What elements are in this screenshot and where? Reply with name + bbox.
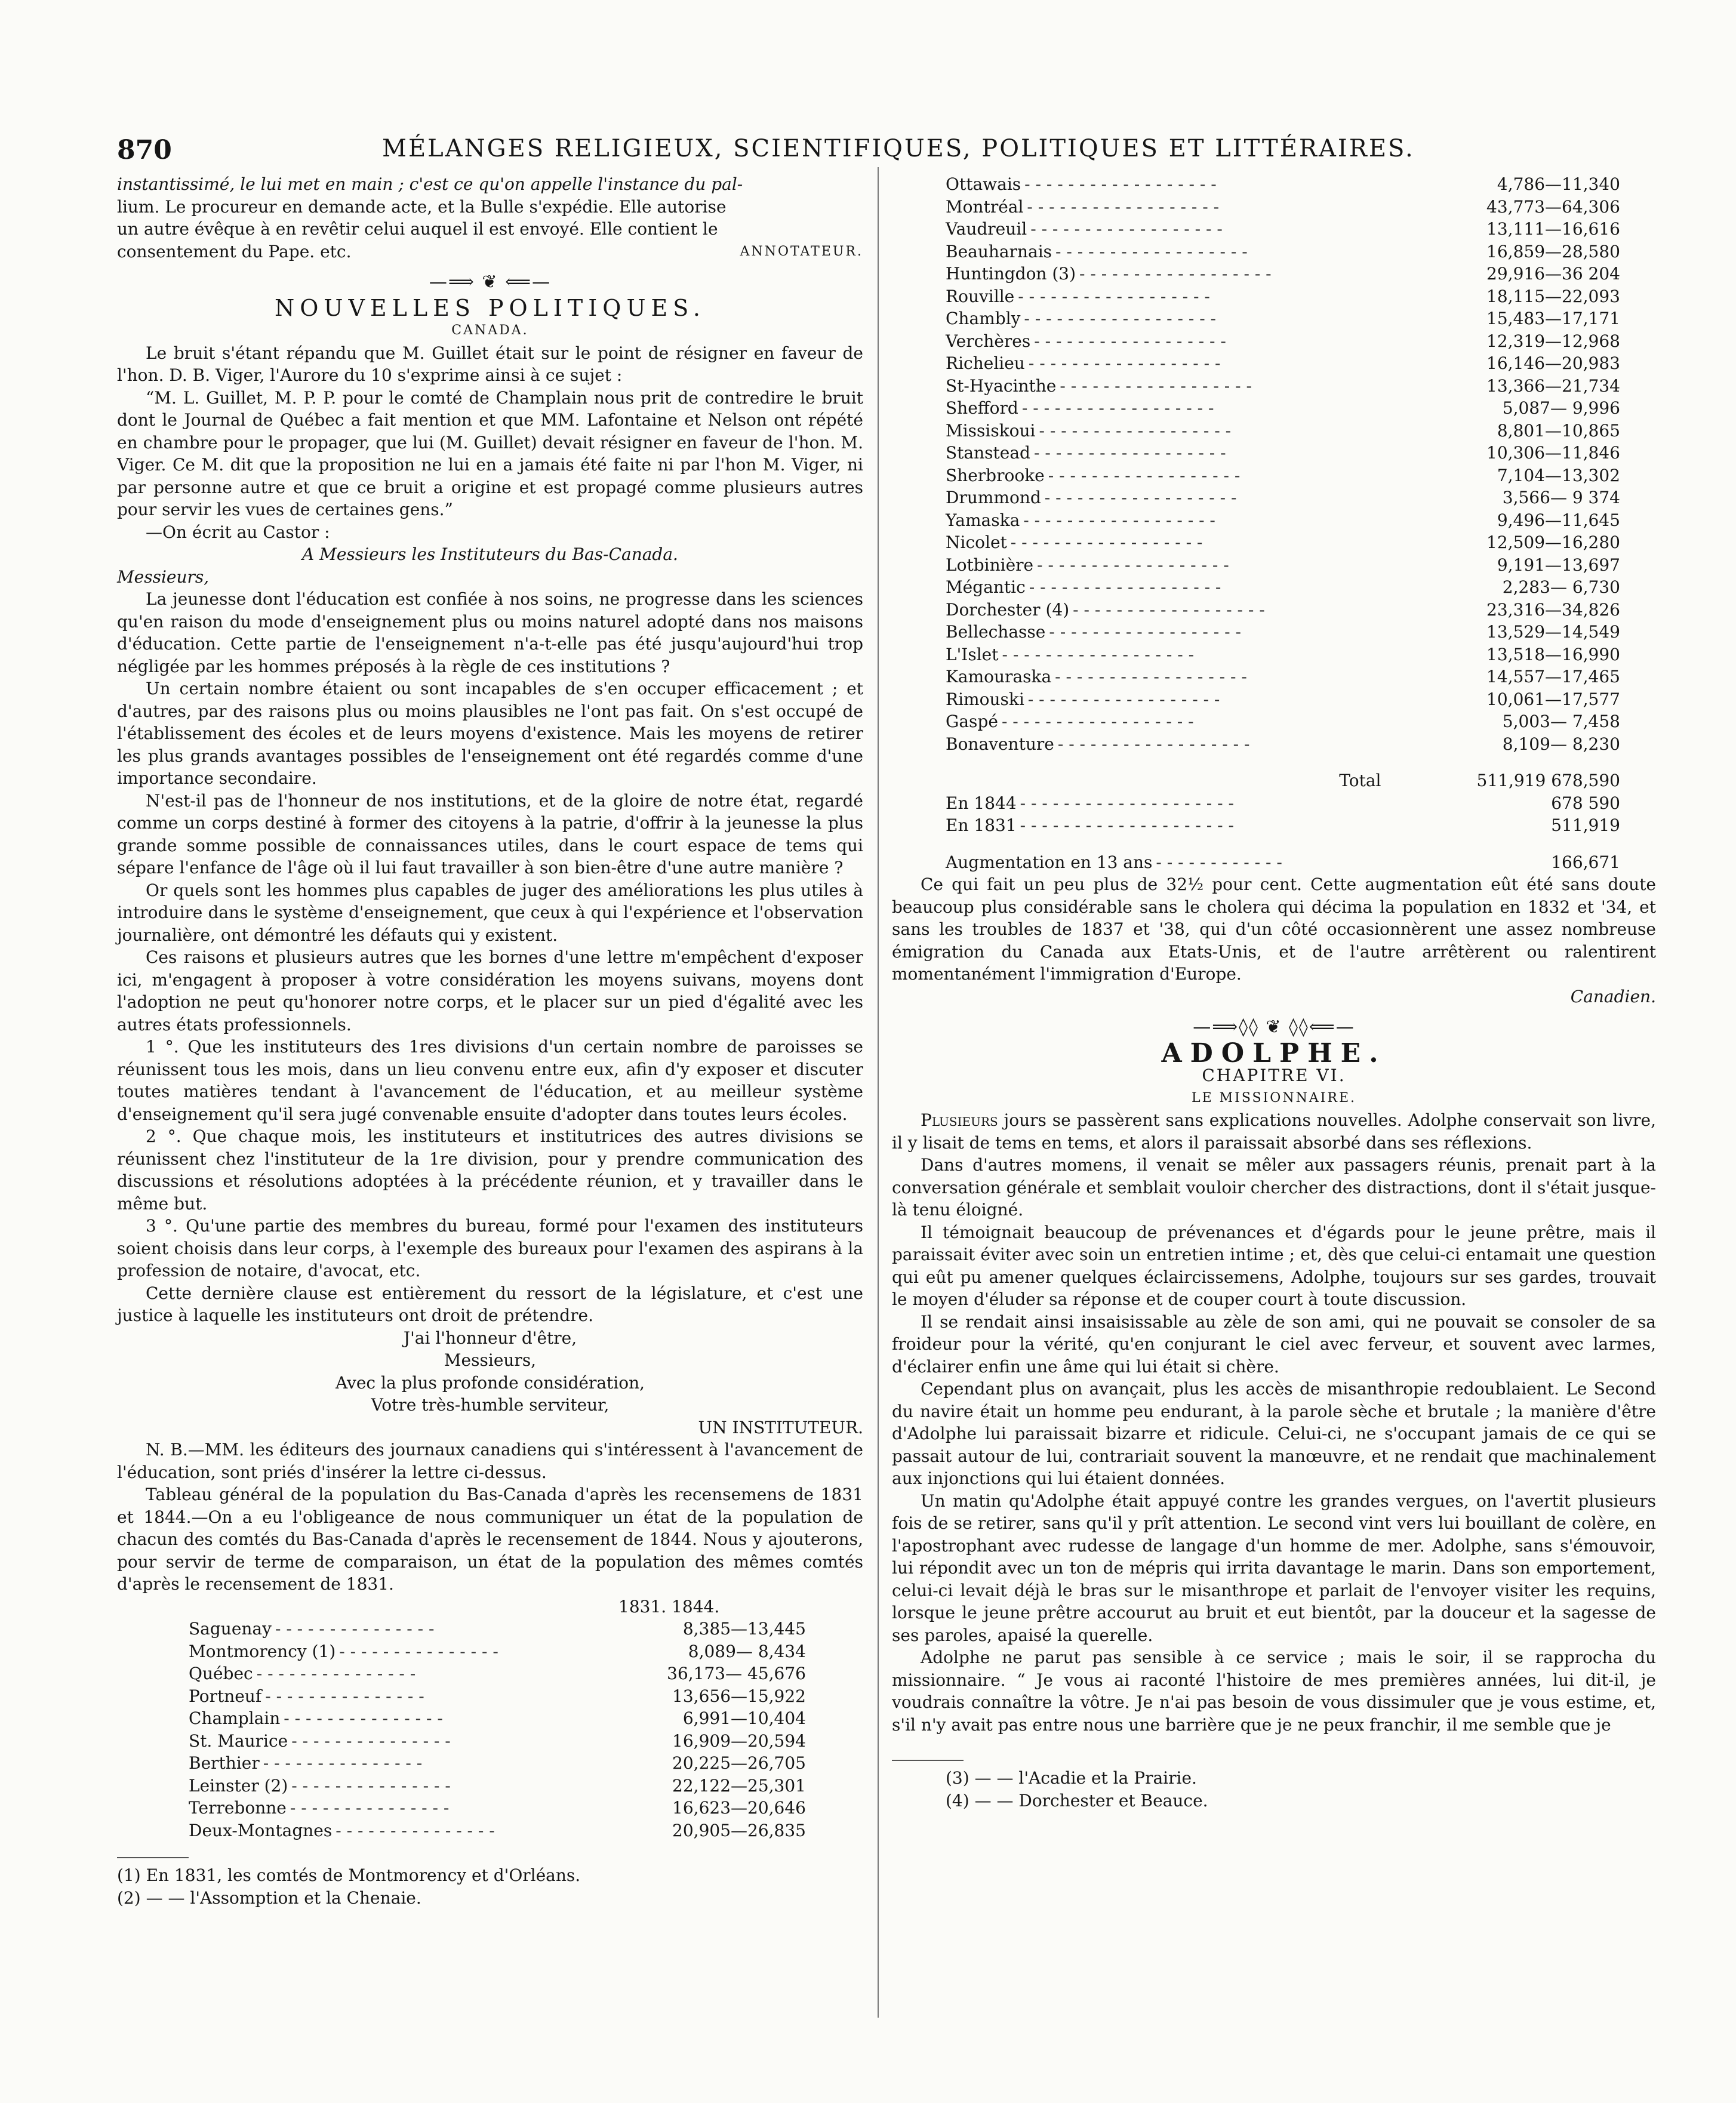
table-row: Rimouski - - - - - - - - - - - - - - - - - - 10,061—17,577	[946, 689, 1620, 709]
closing-line: Votre très-humble serviteur,	[371, 1395, 610, 1415]
table-row: Rouville - - - - - - - - - - - - - - - - - - 18,115—22,093	[946, 286, 1620, 306]
table-row: Bellechasse - - - - - - - - - - - - - - - - - - 13,529—14,549	[946, 622, 1620, 642]
table-row: Deux-Montagnes - - - - - - - - - - - - - - - 20,905—26,835	[189, 1820, 806, 1840]
population-table-left	[189, 1618, 806, 1842]
intro-last-row	[117, 241, 863, 263]
table-row: St. Maurice - - - - - - - - - - - - - - - 16,909—20,594	[189, 1731, 806, 1751]
letter-paragraph: La jeunesse dont l'éducation est confiée à nos soins, ne progresse dans les sciences qu'en raison du mode d'enseignement plus ou moins naturel adopté dans nos maisons d'éducation. Cette partie de l'enseignement n'a-t-elle pas été jusqu'aujourd'hui trop négligée par les hommes préposés à la règle de ces institutions ?	[117, 589, 863, 676]
footnote: (3) — — l'Acadie et la Prairie.	[946, 1768, 1197, 1788]
footnote-rule	[117, 1857, 189, 1858]
section-ornament: —⟹ ❦ ⟸—	[429, 272, 552, 292]
story-paragraph	[892, 1109, 1656, 1154]
table-row: Nicolet - - - - - - - - - - - - - - - - - - 12,509—16,280	[946, 532, 1620, 552]
column-divider	[878, 167, 879, 2018]
table-row: St-Hyacinthe - - - - - - - - - - - - - - - - - - 13,366—21,734	[946, 375, 1620, 396]
population-table-right	[946, 173, 1620, 873]
intro-line: consentement du Pape. etc.	[117, 241, 352, 261]
population-paragraph: Ce qui fait un peu plus de 32½ pour cent. Cette augmentation eût été sans doute beaucoup plus considérable sans le cholera qui décima la population en 1832 et '34, et sans les troubles de 1837 et '38, qui d'un côté occasionnèrent une assez nombreuse émigration du Canada aux Etats-Unis, et de l'autre arrêtèrent ou ralentirent momentanément l'immigration d'Europe.	[892, 875, 1656, 984]
nb-paragraph: N. B.—MM. les éditeurs des journaux canadiens qui s'intéressent à l'avancement de l'éducation, sont priés d'insérer la lettre ci-dessus.	[117, 1440, 863, 1482]
running-title: MÉLANGES RELIGIEUX, SCIENTIFIQUES, POLITIQUES ET LITTÉRAIRES.	[382, 135, 1415, 162]
letter-signature: UN INSTITUTEUR.	[698, 1417, 863, 1437]
letter-paragraph: Cette dernière clause est entièrement du ressort de la législature, et c'est une justice à laquelle les instituteurs ont droit de prétendre.	[117, 1283, 863, 1325]
table-row: Missiskoui - - - - - - - - - - - - - - - - - - 8,801—10,865	[946, 420, 1620, 441]
augmentation-row: Augmentation en 13 ans - - - - - - - - - - - - 166,671	[946, 852, 1620, 872]
population-signature: Canadien.	[1570, 986, 1656, 1006]
table-row: Berthier - - - - - - - - - - - - - - - 20,225—26,705	[189, 1753, 806, 1773]
table-row: Drummond - - - - - - - - - - - - - - - - - - 3,566— 9 374	[946, 488, 1620, 507]
table-row: Montréal - - - - - - - - - - - - - - - - - - 43,773—64,306	[946, 196, 1620, 217]
story-paragraph: Il se rendait ainsi insaisissable au zèle de son ami, qui ne pouvait se consoler de sa froideur pour la vérité, qu'en conjurant le ciel avec ferveur, et souvent avec larmes, d'éclairer enfin une âme qui lui était si chère.	[892, 1311, 1656, 1377]
table-row: Verchères - - - - - - - - - - - - - - - - - - 12,319—12,968	[946, 331, 1620, 351]
table-row: Saguenay - - - - - - - - - - - - - - - 8,385—13,445	[189, 1619, 806, 1639]
letter-salutation: Messieurs,	[117, 566, 210, 587]
table-row: Vaudreuil - - - - - - - - - - - - - - - - - - 13,111—16,616	[946, 219, 1620, 239]
story-first-text: jours se passèrent sans explications nouvelles. Adolphe conservait son livre, il y lisait de tems en tems, et alors il paraissait absorbé dans ses réflexions.	[892, 1110, 1656, 1153]
right-column	[892, 173, 1656, 1812]
footnote: (2) — — l'Assomption et la Chenaie.	[117, 1888, 421, 1908]
table-row: Bonaventure - - - - - - - - - - - - - - - - - - 8,109— 8,230	[946, 734, 1620, 754]
news-paragraph: Le bruit s'étant répandu que M. Guillet était sur le point de résigner en faveur de l'hon. D. B. Viger, l'Aurore du 10 s'exprime ainsi à ce sujet :	[117, 343, 863, 385]
letter-paragraph: 1 °. Que les instituteurs des 1res divisions d'un certain nombre de paroisses se réunissent tous les mois, dans un lieu convenu entre eux, afin d'y exposer et discuter toutes matières tendant à l'avancement de l'éducation, et au meilleur système d'enseignement qu'il sera jugé convenable ensuite d'adopter dans toutes leurs écoles.	[117, 1037, 863, 1124]
intro-line: un autre évêque à en revêtir celui auquel il est envoyé. Elle contient le	[117, 219, 718, 239]
closing-line: Avec la plus profonde considération,	[335, 1372, 645, 1393]
table-row: Gaspé - - - - - - - - - - - - - - - - - - 5,003— 7,458	[946, 712, 1620, 731]
table-row: Kamouraska - - - - - - - - - - - - - - - - - - 14,557—17,465	[946, 667, 1620, 686]
table-row: Shefford - - - - - - - - - - - - - - - - - - 5,087— 9,996	[946, 398, 1620, 418]
table-row: Portneuf - - - - - - - - - - - - - - - 13,656—15,922	[189, 1686, 806, 1706]
story-paragraph: Il témoignait beaucoup de prévenances et d'égards pour le jeune prêtre, mais il paraissait éviter avec soin un entretien intime ; et, dès que celui-ci entamait une question qui eût pu amener quelques éclaircissemens, Adolphe, toujours sur ses gardes, trouvait le moyen d'éluder sa réponse et de couper court à toute discussion.	[892, 1222, 1656, 1309]
intro-line: instantissimé, le lui met en main ; c'est ce qu'on appelle l'instance du pal-	[117, 174, 743, 194]
total-label: Total	[1339, 771, 1381, 790]
story-paragraph: Cependant plus on avançait, plus les accès de misanthropie redoublaient. Le Second du navire était un homme peu endurant, à la parole sèche et brutale ; la manière d'être d'Adolphe lui paraissait bizarre et ridicule. Celui-ci, ne s'occupant jamais de ce qui se passait autour de lui, contrariait souvent la manœuvre, et ne rendait que machinalement aux injonctions qui lui étaient données.	[892, 1379, 1656, 1488]
table-row: Chambly - - - - - - - - - - - - - - - - - - 15,483—17,171	[946, 309, 1620, 328]
letter-paragraph: Un certain nombre étaient ou sont incapables de s'en occuper efficacement ; et d'autres, par des raisons plus ou moins plausibles ne l'ont pas fait. On s'est occupé de l'établissement des écoles et de leurs moyens d'existence. Mais les moyens de retirer les plus grands avantages possibles de l'enseignement ont été regardés comme d'une importance secondaire.	[117, 679, 863, 788]
table-row: Beauharnais - - - - - - - - - - - - - - - - - - 16,859—28,580	[946, 241, 1620, 261]
table-row: Champlain - - - - - - - - - - - - - - - 6,991—10,404	[189, 1708, 806, 1728]
table-row: Mégantic - - - - - - - - - - - - - - - - - - 2,283— 6,730	[946, 577, 1620, 597]
table-row: L'Islet - - - - - - - - - - - - - - - - - - 13,518—16,990	[946, 644, 1620, 664]
table-row: Leinster (2) - - - - - - - - - - - - - - - 22,122—25,301	[189, 1775, 806, 1796]
table-row: Sherbrooke - - - - - - - - - - - - - - - - - - 7,104—13,302	[946, 465, 1620, 485]
news-paragraph: “M. L. Guillet, M. P. P. pour le comté de Champlain nous prit de contredire le bruit dont le Journal de Québec a fait mention et que MM. Lafontaine et Nelson ont répété en chambre pour le propager, que lui (M. Guillet) devait résigner en faveur de l'hon. M. Viger. Ce M. dit que la proposition ne lui en a jamais été faite ni par l'hon M. Viger, ni par personne autre et que ce bruit a origine et est propagé comme plusieurs autres pour servir les vues de certaines gens.”	[117, 387, 863, 519]
summary-row: En 1831 - - - - - - - - - - - - - - - - - - - - 511,919	[946, 815, 1620, 835]
table-years-header: 1831. 1844.	[618, 1596, 720, 1616]
intro-signature: ANNOTATEUR.	[740, 244, 863, 259]
intro-line: lium. Le procureur en demande acte, et la Bulle s'expédie. Elle autorise	[117, 196, 727, 217]
section-subtitle: CANADA.	[451, 323, 529, 338]
table-row: Ottawais - - - - - - - - - - - - - - - - - - 4,786—11,340	[946, 174, 1620, 194]
table-row: Montmorency (1) - - - - - - - - - - - - - - - 8,089— 8,434	[189, 1641, 806, 1661]
section-title: NOUVELLES POLITIQUES.	[275, 294, 706, 321]
table-row: Lotbinière - - - - - - - - - - - - - - - - - - 9,191—13,697	[946, 555, 1620, 575]
letter-closing	[117, 1327, 863, 1417]
left-column	[117, 173, 863, 1910]
summary-row: En 1844 - - - - - - - - - - - - - - - - - - - - 678 590	[946, 793, 1620, 813]
footnote-rule	[892, 1760, 964, 1761]
story-paragraph: Un matin qu'Adolphe était appuyé contre les grandes vergues, on l'avertit plusieurs fois de se retirer, sans qu'il y prît attention. Le second vint vers lui bouillant de colère, en l'apostrophant avec rudesse de langage d'un homme de mer. Adolphe, sans s'émouvoir, lui répondit avec un ton de mépris qui irrita davantage le marin. Dans son emportement, celui-ci levait déjà le bras sur le misanthrope et parlait de l'envoyer visiter les requins, lorsque le jeune prêtre accourut au bruit et eut bientôt, par la douceur et la sagesse de ses paroles, apaisé la querelle.	[892, 1491, 1656, 1645]
story-paragraph: Adolphe ne parut pas sensible à ce service ; mais le soir, il se rapprocha du missionnaire. “ Je vous ai raconté l'histoire de mes premières années, lui dit-il, je voudrais connaître la vôtre. Je n'ai pas besoin de vous dissimuler que je vous estime, et, s'il n'y avait pas entre nous une barrière que je ne peux franchir, il me semble que je	[892, 1648, 1656, 1735]
story-chapter: CHAPITRE VI.	[1202, 1066, 1346, 1085]
letter-paragraph: 3 °. Qu'une partie des membres du bureau, formé pour l'examen des instituteurs soient choisis dans leur corps, à l'exemple des bureaux pour l'examen des aspirans à la profession de notaire, d'avocat, etc.	[117, 1216, 863, 1280]
letter-paragraph: 2 °. Que chaque mois, les instituteurs et institutrices des autres divisions se réunissent chez l'instituteur de la 1re division, pour y prendre communication des discussions et résolutions adoptées à la précédente réunion, et y travailler dans le même but.	[117, 1126, 863, 1214]
table-row: Dorchester (4) - - - - - - - - - - - - - - - - - - 23,316—34,826	[946, 599, 1620, 620]
footnote: (1) En 1831, les comtés de Montmorency et d'Orléans.	[117, 1865, 581, 1885]
footnote: (4) — — Dorchester et Beauce.	[946, 1791, 1208, 1811]
story-first-word: Plusieurs	[921, 1110, 998, 1130]
story-paragraph: Dans d'autres momens, il venait se mêler aux passagers réunis, prenait part à la conversation générale et semblait vouloir chercher des distractions, dont il s'était jusque-là tenu éloigné.	[892, 1155, 1656, 1220]
letter-paragraph: Ces raisons et plusieurs autres que les bornes d'une lettre m'empêchent d'exposer ici, m'engagent à proposer à votre considération les moyens suivans, moyens dont l'adoption ne peut qu'honorer notre corps, et le placer sur un pied d'égalité avec les autres états professionnels.	[117, 947, 863, 1034]
closing-line: Messieurs,	[444, 1350, 537, 1370]
table-row: Yamaska - - - - - - - - - - - - - - - - - - 9,496—11,645	[946, 510, 1620, 530]
intro-block	[117, 173, 863, 263]
table-row: Terrebonne - - - - - - - - - - - - - - - 16,623—20,646	[189, 1798, 806, 1818]
closing-line: J'ai l'honneur d'être,	[403, 1328, 577, 1348]
story-ornament: —⟹◊◊ ❦ ◊◊⟸—	[1193, 1017, 1355, 1037]
page-number: 870	[117, 135, 172, 165]
total-row	[946, 769, 1620, 792]
table-row: Richelieu - - - - - - - - - - - - - - - - - - 16,146—20,983	[946, 353, 1620, 373]
letter-paragraph: Or quels sont les hommes plus capables de juger des améliorations les plus utiles à introduire dans le système d'enseignement, que ceux à qui l'expérience et l'observation journalière, ont démontré les défauts qui y existent.	[117, 880, 863, 945]
story-subtitle: LE MISSIONNAIRE.	[1191, 1090, 1357, 1106]
total-values: 511,919 678,590	[1476, 771, 1620, 790]
news-paragraph: —On écrit au Castor :	[146, 522, 330, 542]
story-title: ADOLPHE.	[1161, 1037, 1387, 1069]
table-row: Huntingdon (3) - - - - - - - - - - - - - - - - - - 29,916—36 204	[946, 264, 1620, 284]
letter-heading: A Messieurs les Instituteurs du Bas-Canada.	[302, 544, 678, 564]
tableau-paragraph: Tableau général de la population du Bas-Canada d'après les recensemens de 1831 et 1844.—On a eu l'obligeance de nous communiquer un état de la population de chacun des comtés du Bas-Canada d'après le recensement de 1844. Nous y ajouterons, pour servir de terme de comparaison, un état de la population des mêmes comtés d'après le recensement de 1831.	[117, 1485, 863, 1594]
table-row: Québec - - - - - - - - - - - - - - - 36,173— 45,676	[189, 1664, 806, 1683]
letter-paragraph: N'est-il pas de l'honneur de nos institutions, et de la gloire de notre état, regardé comme un corps destiné à former des citoyens à la patrie, d'offrir à la jeunesse la plus grande somme possible de connaissances utiles, dans le court espace de tems qui sépare l'enfance de l'âge où il lui faut travailler à son bien-être d'une autre manière ?	[117, 790, 863, 877]
table-row: Stanstead - - - - - - - - - - - - - - - - - - 10,306—11,846	[946, 443, 1620, 463]
